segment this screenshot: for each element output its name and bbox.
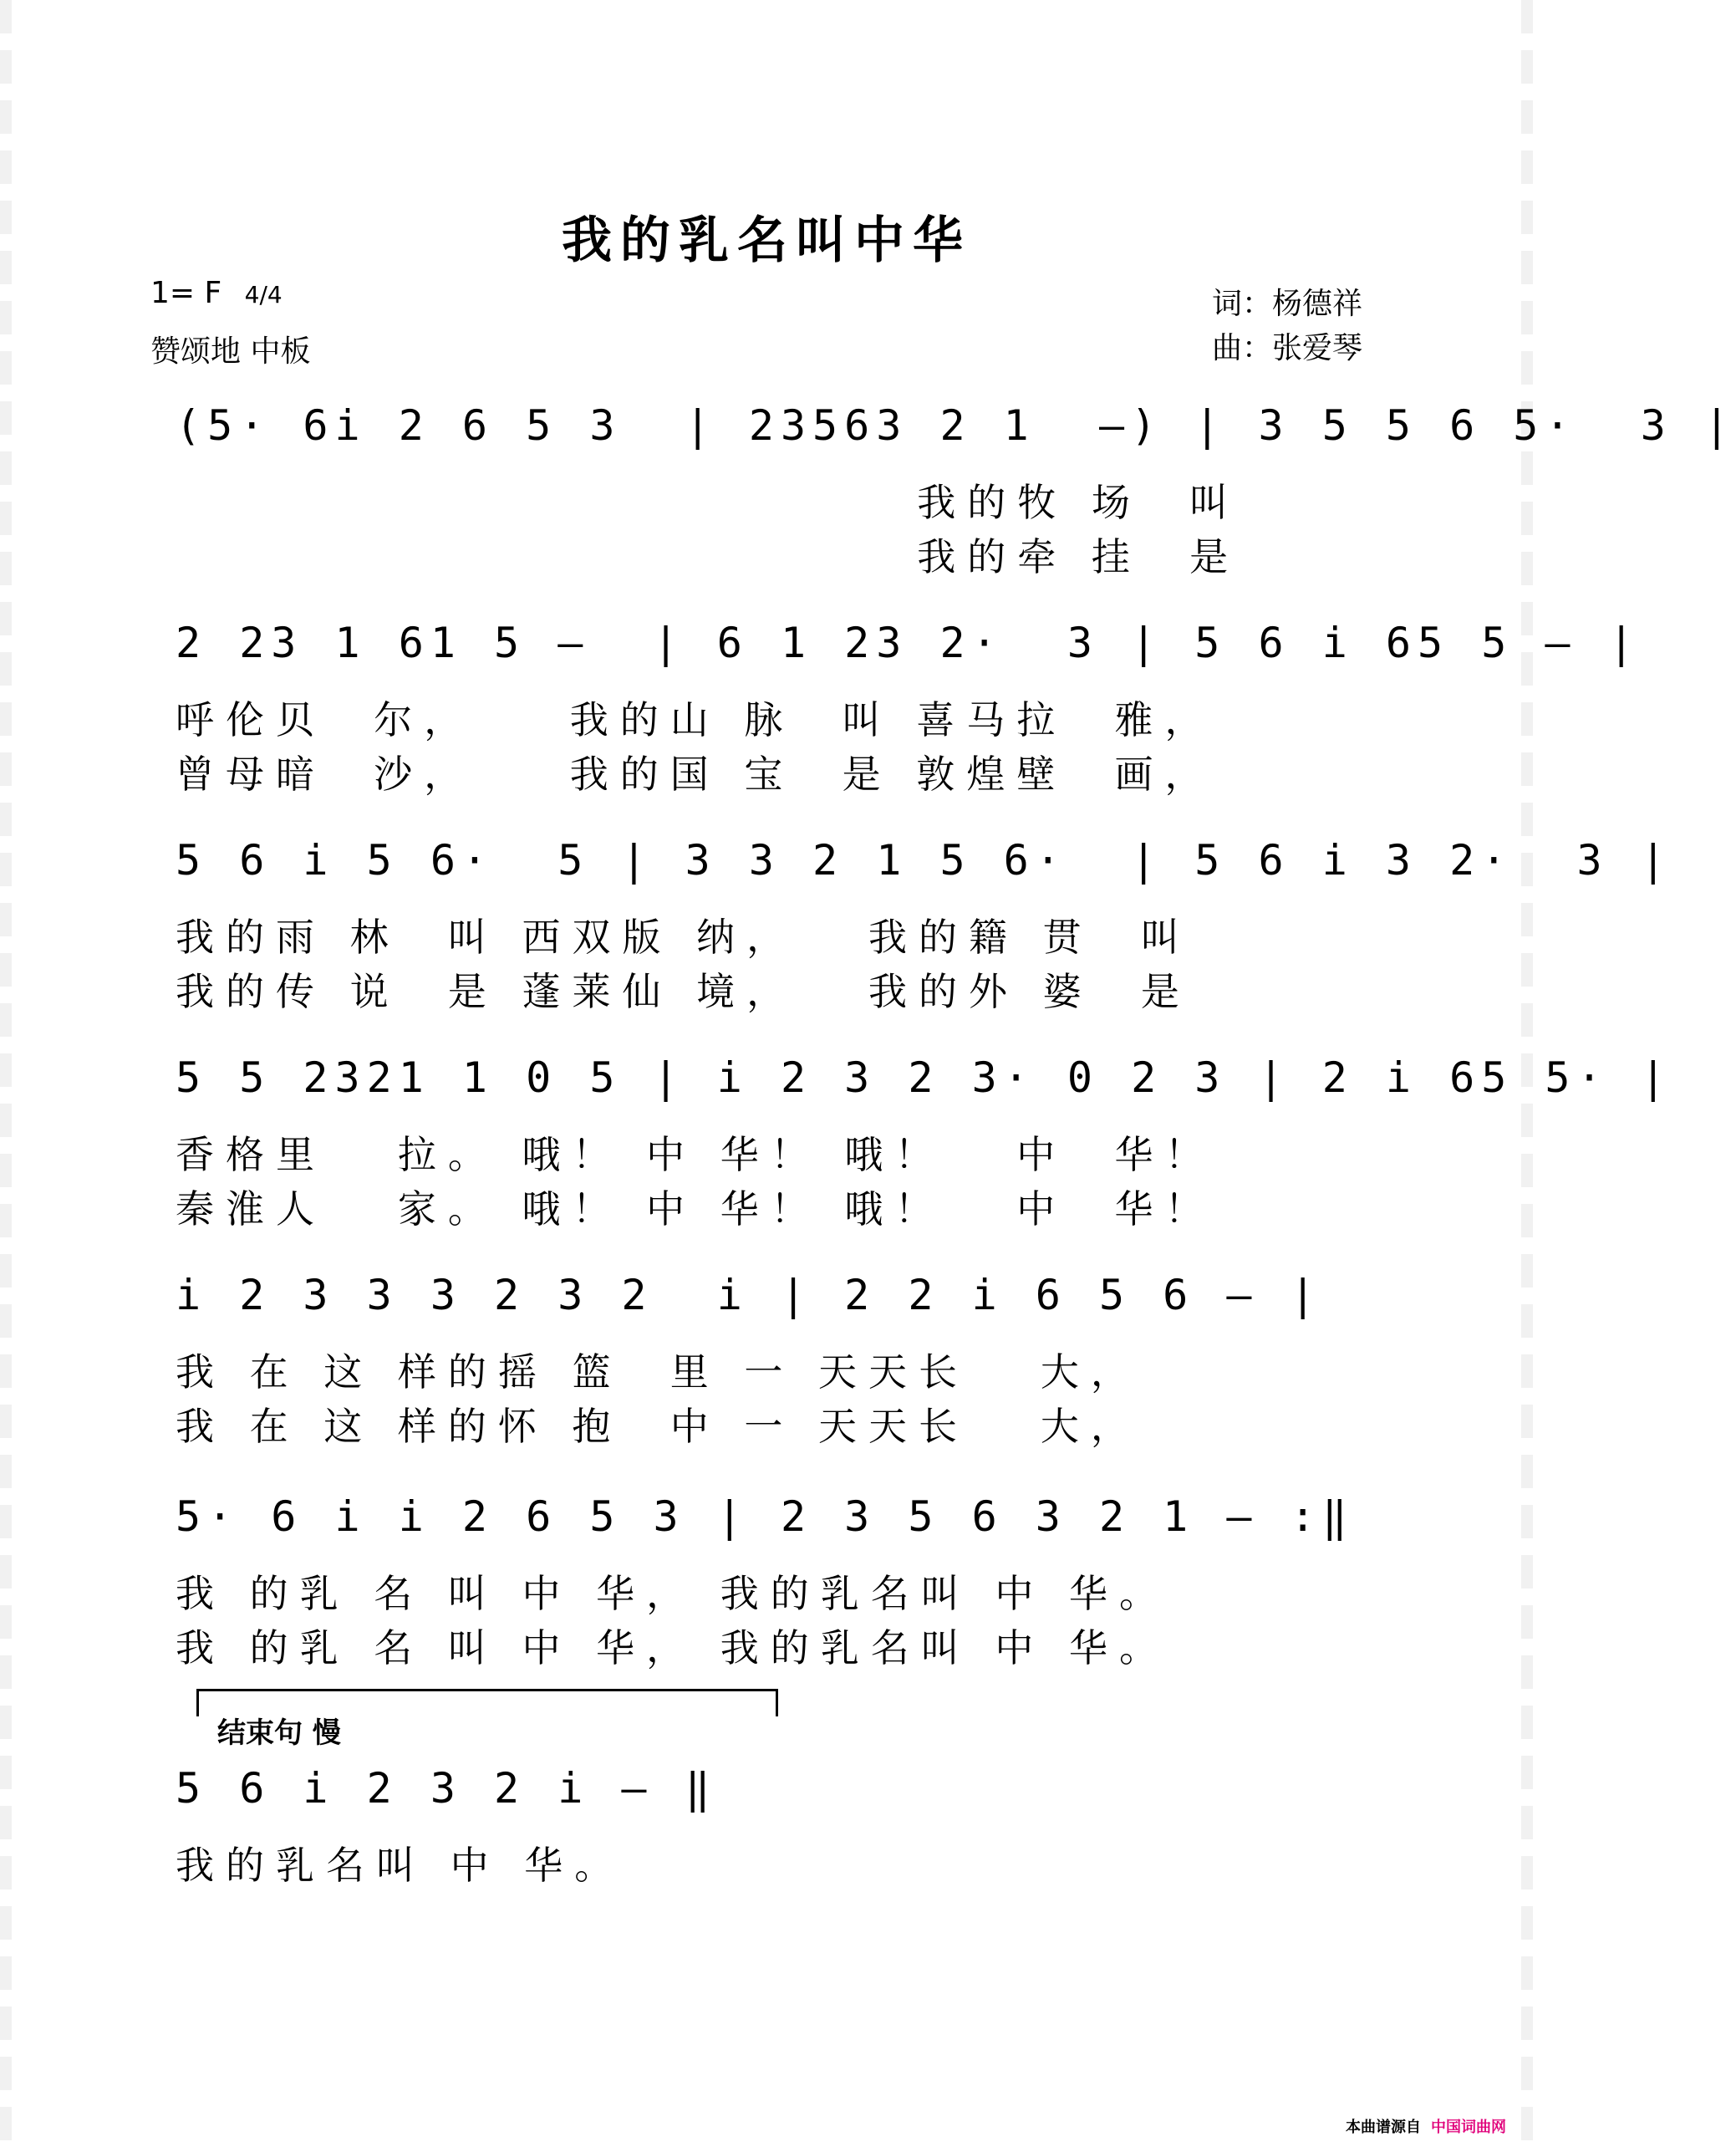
lyrics-row-5-verse-2: 我 在 这 样的怀 抱 中 一 天天长 大， [176, 1404, 1141, 1449]
notes-row-3: 5 6 i 5 6· 5 | 3 3 2 1 5 6· | 5 6 i 3 2· 3 | [176, 836, 1672, 885]
notes-row-7: 5 6 i 2 3 2 i – ‖ [176, 1764, 717, 1813]
notes-row-1: (5· 6i 2 6 5 3 | 23563 2 1 –) | 3 5 5 6 5· 3 | [176, 401, 1736, 450]
left-watermark-strip [0, 0, 12, 2152]
lyrics-row-2-verse-2: 曾母暗 沙， 我的国 宝 是 敦煌壁 画， [176, 752, 1215, 797]
footer-site-link[interactable]: 中国词曲网 [1431, 2119, 1506, 2136]
lyrics-row-3-verse-1: 我的雨 林 叫 西双版 纳， 我的籍 贯 叫 [176, 915, 1191, 960]
score-row-7 [176, 1764, 1396, 1889]
notes-row-4: 5 5 2321 1 0 5 | i 2 3 2 3· 0 2 3 | 2 i 65 5· | [176, 1053, 1672, 1102]
lyrics-row-6-verse-2: 我 的乳 名 叫 中 华， 我的乳名叫 中 华。 [176, 1625, 1169, 1670]
lyricist-credit: 词：杨德祥 [1212, 287, 1363, 321]
score-row-1 [176, 401, 1736, 579]
lyrics-row-7: 我的乳名叫 中 华。 [176, 1843, 625, 1888]
score-row-6 [176, 1492, 1396, 1670]
time-signature: 4/4 [244, 281, 283, 309]
lyrics-row-4-verse-2: 秦淮人 家。 哦！ 中 华！ 哦！ 中 华！ [176, 1186, 1215, 1232]
lyrics-row-3-verse-2: 我的传 说 是 蓬莱仙 境， 我的外 婆 是 [176, 969, 1191, 1014]
score-row-4 [176, 1053, 1672, 1232]
lyrics-row-2-verse-1: 呼伦贝 尔， 我的山 脉 叫 喜马拉 雅， [176, 697, 1215, 742]
score-row-3 [176, 836, 1672, 1014]
notes-row-6: 5· 6 i i 2 6 5 3 | 2 3 5 6 3 2 1 – :‖ [176, 1492, 1354, 1541]
score-row-2 [176, 619, 1641, 797]
lyrics-row-4-verse-1: 香格里 拉。 哦！ 中 华！ 哦！ 中 华！ [176, 1132, 1215, 1177]
song-title: 我的乳名叫中华 [562, 212, 971, 270]
notes-row-5: i 2 3 3 3 2 3 2 i | 2 2 i 6 5 6 – | [176, 1271, 1322, 1319]
lyrics-row-1-verse-2: 我的牵 挂 是 [176, 534, 1240, 579]
ending-label: 结束句 慢 [217, 1716, 341, 1750]
tempo-marking: 赞颂地 中板 [150, 334, 311, 369]
key-label: 1= F [150, 276, 222, 310]
lyrics-row-1-verse-1: 我的牧 场 叫 [176, 480, 1240, 525]
footer-source-label: 本曲谱源自 [1346, 2119, 1421, 2136]
lyrics-row-6-verse-1: 我 的乳 名 叫 中 华， 我的乳名叫 中 华。 [176, 1571, 1169, 1616]
score-row-5 [176, 1271, 1396, 1449]
lyrics-row-5-verse-1: 我 在 这 样的摇 篮 里 一 天天长 大， [176, 1349, 1141, 1395]
notes-row-2: 2 23 1 61 5 – | 6 1 23 2· 3 | 5 6 i 65 5 – | [176, 619, 1641, 667]
key-signature [150, 276, 283, 310]
composer-credit: 曲：张爱琴 [1212, 331, 1363, 365]
